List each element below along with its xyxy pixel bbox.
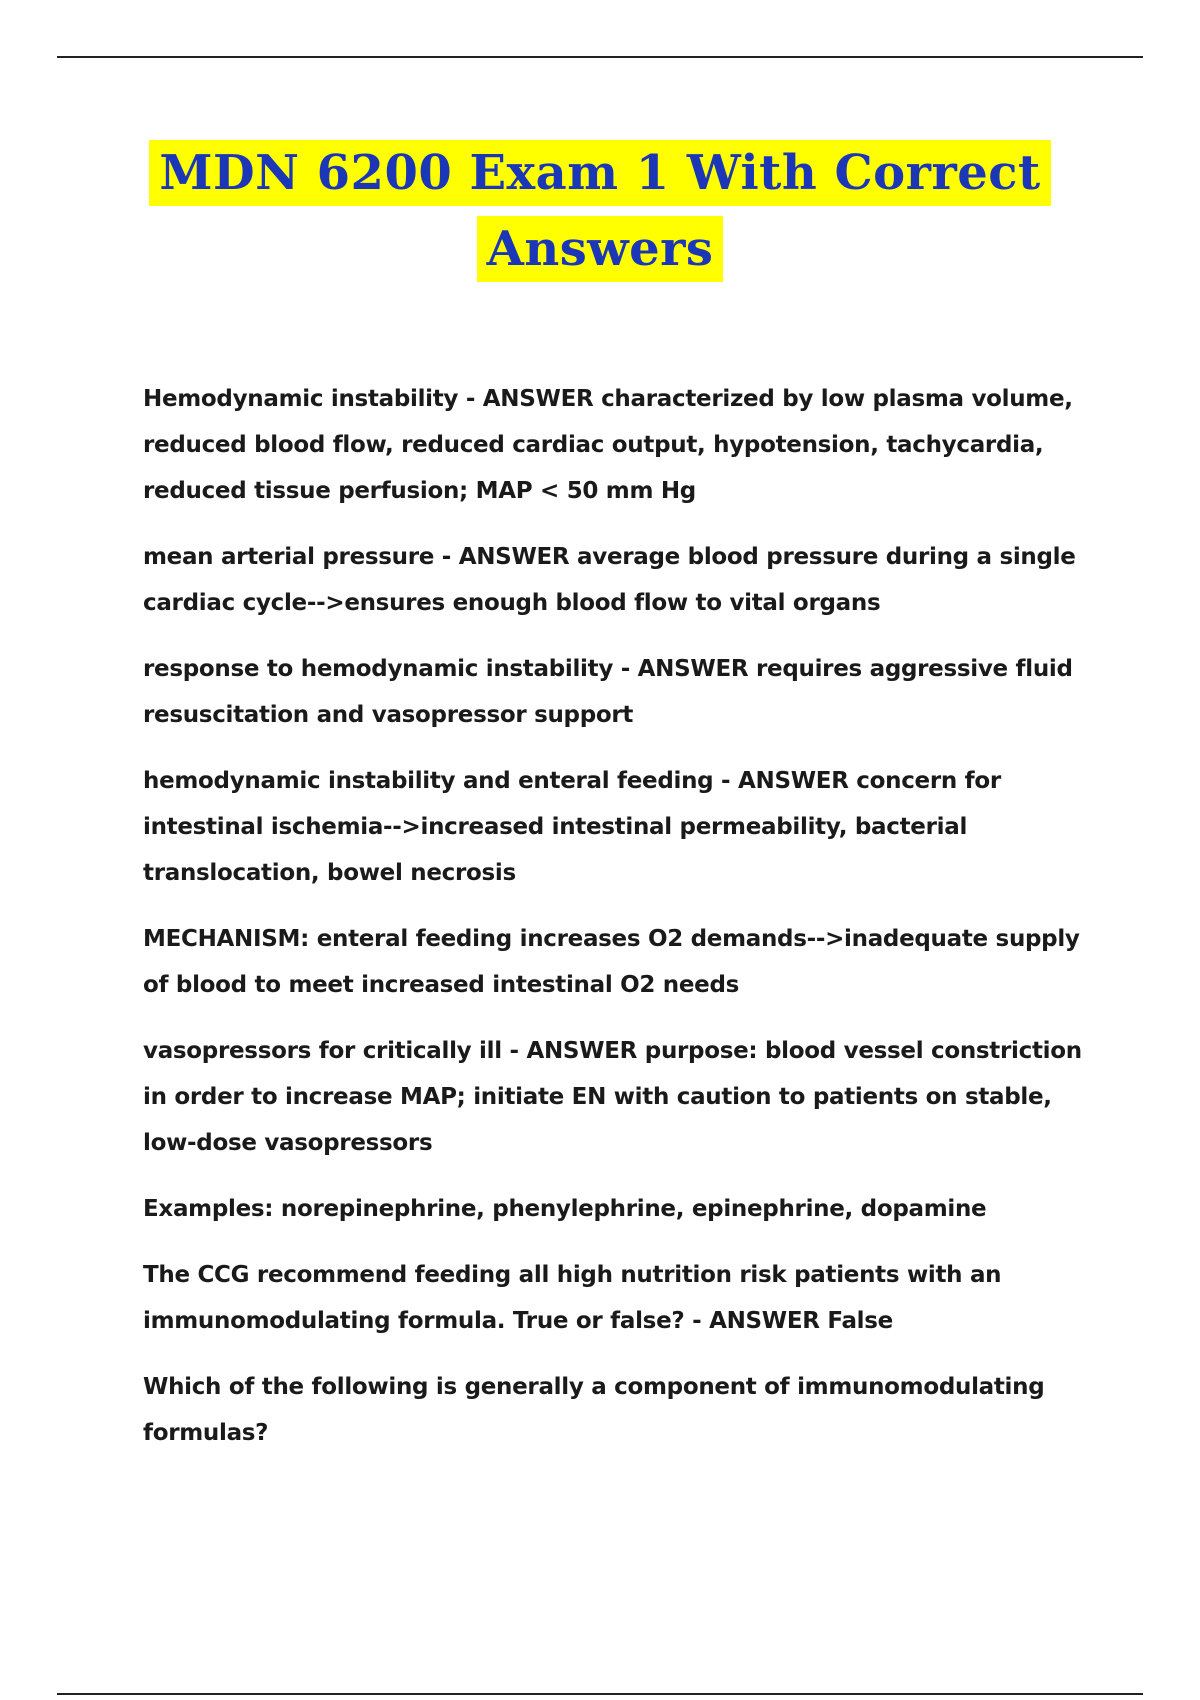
qa-item: response to hemodynamic instability - ANSWER requires aggressive fluid resuscitation and vasopressor support <box>143 656 1073 728</box>
qa-item: hemodynamic instability and enteral feeding - ANSWER concern for intestinal ischemia-->increased intestinal permeability, bacterial translocation, bowel necrosis <box>143 768 1001 886</box>
qa-item: Hemodynamic instability - ANSWER characterized by low plasma volume, reduced blood flow, reduced cardiac output, hypotension, tachycardia, reduced tissue perfusion; MAP < 50 mm Hg <box>143 386 1073 504</box>
qa-item: MECHANISM: enteral feeding increases O2 demands-->inadequate supply of blood to meet increased intestinal O2 needs <box>143 926 1080 998</box>
qa-item: mean arterial pressure - ANSWER average blood pressure during a single cardiac cycle-->ensures enough blood flow to vital organs <box>143 544 1076 616</box>
qa-item: The CCG recommend feeding all high nutrition risk patients with an immunomodulating formula. True or false? - ANSWER False <box>143 1262 1002 1334</box>
bottom-divider <box>57 1693 1143 1695</box>
qa-item: vasopressors for critically ill - ANSWER purpose: blood vessel constriction in order to increase MAP; initiate EN with caution to patients on stable, low-dose vasopressors <box>143 1038 1082 1156</box>
document-title <box>0 140 1200 282</box>
title-line-1: MDN 6200 Exam 1 With Correct <box>149 140 1050 206</box>
title-line-2: Answers <box>477 216 724 282</box>
top-divider <box>57 56 1143 58</box>
qa-list <box>143 376 1103 1476</box>
qa-item: Examples: norepinephrine, phenylephrine, epinephrine, dopamine <box>143 1196 987 1222</box>
qa-item: Which of the following is generally a component of immunomodulating formulas? <box>143 1374 1045 1446</box>
